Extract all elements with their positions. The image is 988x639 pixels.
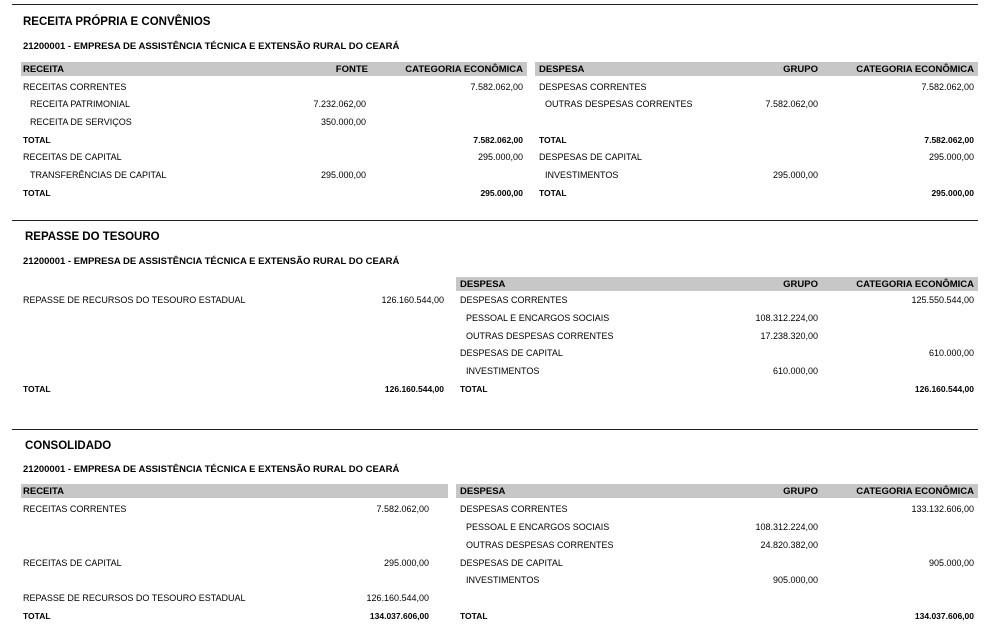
row-label: REPASSE DE RECURSOS DO TESOURO ESTADUAL	[23, 593, 246, 603]
row-label: OUTRAS DESPESAS CORRENTES	[466, 331, 614, 341]
row-label: DESPESAS DE CAPITAL	[539, 152, 642, 162]
row-value: 295.000,00	[772, 170, 818, 180]
row-label: DESPESAS CORRENTES	[460, 504, 568, 514]
total-label: TOTAL	[23, 188, 51, 198]
col-categoria: CATEGORIA ECONÔMICA	[405, 64, 523, 75]
total-value: 134.037.606,00	[369, 611, 429, 621]
section-title: RECEITA PRÓPRIA E CONVÊNIOS	[23, 16, 211, 28]
row-label: PESSOAL E ENCARGOS SOCIAIS	[466, 522, 610, 532]
section-divider	[12, 429, 978, 430]
section-divider	[12, 4, 978, 5]
row-label: RECEITAS DE CAPITAL	[23, 558, 122, 568]
row-value: 295.000,00	[320, 170, 366, 180]
row-label: PESSOAL E ENCARGOS SOCIAIS	[466, 313, 610, 323]
total-label: TOTAL	[539, 188, 567, 198]
row-label: RECEITA DE SERVIÇOS	[30, 117, 132, 127]
col-categoria: CATEGORIA ECONÔMICA	[856, 279, 974, 290]
col-grupo: GRUPO	[783, 279, 818, 290]
row-value: 7.582.062,00	[376, 504, 429, 514]
org-title: 21200001 - EMPRESA DE ASSISTÊNCIA TÉCNICA E EXTENSÃO RURAL DO CEARÁ	[23, 256, 400, 267]
row-label: OUTRAS DESPESAS CORRENTES	[466, 540, 614, 550]
row-label: DESPESAS CORRENTES	[539, 82, 647, 92]
total-value: 295.000,00	[931, 188, 974, 198]
total-value: 134.037.606,00	[914, 611, 974, 621]
row-value: 7.232.062,00	[313, 99, 366, 109]
row-label: OUTRAS DESPESAS CORRENTES	[545, 99, 693, 109]
row-value: 295.000,00	[477, 152, 523, 162]
total-value: 7.582.062,00	[473, 135, 523, 145]
section-divider	[12, 220, 978, 221]
row-value: 17.238.320,00	[760, 331, 818, 341]
row-value: 133.132.606,00	[911, 504, 974, 514]
row-value: 108.312.224,00	[755, 313, 818, 323]
row-label: REPASSE DE RECURSOS DO TESOURO ESTADUAL	[23, 295, 246, 305]
row-value: 295.000,00	[383, 558, 429, 568]
col-receita: RECEITA	[23, 64, 64, 75]
col-categoria: CATEGORIA ECONÔMICA	[856, 486, 974, 497]
row-label: RECEITAS DE CAPITAL	[23, 152, 122, 162]
row-label: DESPESAS DE CAPITAL	[460, 558, 563, 568]
table-header-receita	[21, 484, 448, 498]
row-value: 7.582.062,00	[921, 82, 974, 92]
total-label: TOTAL	[460, 384, 488, 394]
total-label: TOTAL	[23, 611, 51, 621]
row-label: DESPESAS CORRENTES	[460, 295, 568, 305]
row-label: INVESTIMENTOS	[545, 170, 619, 180]
row-value: 125.550.544,00	[911, 295, 974, 305]
row-label: DESPESAS DE CAPITAL	[460, 348, 563, 358]
total-value: 126.160.544,00	[914, 384, 974, 394]
row-value: 295.000,00	[928, 152, 974, 162]
row-value: 7.582.062,00	[765, 99, 818, 109]
total-label: TOTAL	[460, 611, 488, 621]
total-value: 295.000,00	[480, 188, 523, 198]
row-label: RECEITA PATRIMONIAL	[30, 99, 131, 109]
row-label: INVESTIMENTOS	[466, 575, 540, 585]
total-value: 126.160.544,00	[384, 384, 444, 394]
col-grupo: GRUPO	[783, 486, 818, 497]
row-label: INVESTIMENTOS	[466, 366, 540, 376]
row-label: RECEITAS CORRENTES	[23, 504, 127, 514]
total-label: TOTAL	[539, 135, 567, 145]
row-value: 126.160.544,00	[381, 295, 444, 305]
row-value: 905.000,00	[772, 575, 818, 585]
section-title: CONSOLIDADO	[25, 440, 112, 452]
org-title: 21200001 - EMPRESA DE ASSISTÊNCIA TÉCNICA E EXTENSÃO RURAL DO CEARÁ	[23, 41, 400, 52]
col-receita: RECEITA	[23, 486, 64, 497]
col-grupo: GRUPO	[783, 64, 818, 75]
row-value: 610.000,00	[772, 366, 818, 376]
row-value: 610.000,00	[928, 348, 974, 358]
section-title: REPASSE DO TESOURO	[25, 231, 160, 243]
org-title: 21200001 - EMPRESA DE ASSISTÊNCIA TÉCNICA E EXTENSÃO RURAL DO CEARÁ	[23, 464, 400, 475]
col-categoria-despesa: CATEGORIA ECONÔMICA	[856, 64, 974, 75]
col-despesa: DESPESA	[460, 279, 506, 290]
row-value: 108.312.224,00	[755, 522, 818, 532]
row-value: 126.160.544,00	[366, 593, 429, 603]
total-label: TOTAL	[23, 384, 51, 394]
col-fonte: FONTE	[335, 64, 368, 75]
col-despesa: DESPESA	[460, 486, 506, 497]
row-value: 7.582.062,00	[470, 82, 523, 92]
col-despesa: DESPESA	[539, 64, 585, 75]
row-label: RECEITAS CORRENTES	[23, 82, 127, 92]
row-value: 905.000,00	[928, 558, 974, 568]
total-label: TOTAL	[23, 135, 51, 145]
row-value: 24.820.382,00	[760, 540, 818, 550]
row-value: 350.000,00	[320, 117, 366, 127]
total-value: 7.582.062,00	[924, 135, 974, 145]
row-label: TRANSFERÊNCIAS DE CAPITAL	[30, 170, 167, 180]
